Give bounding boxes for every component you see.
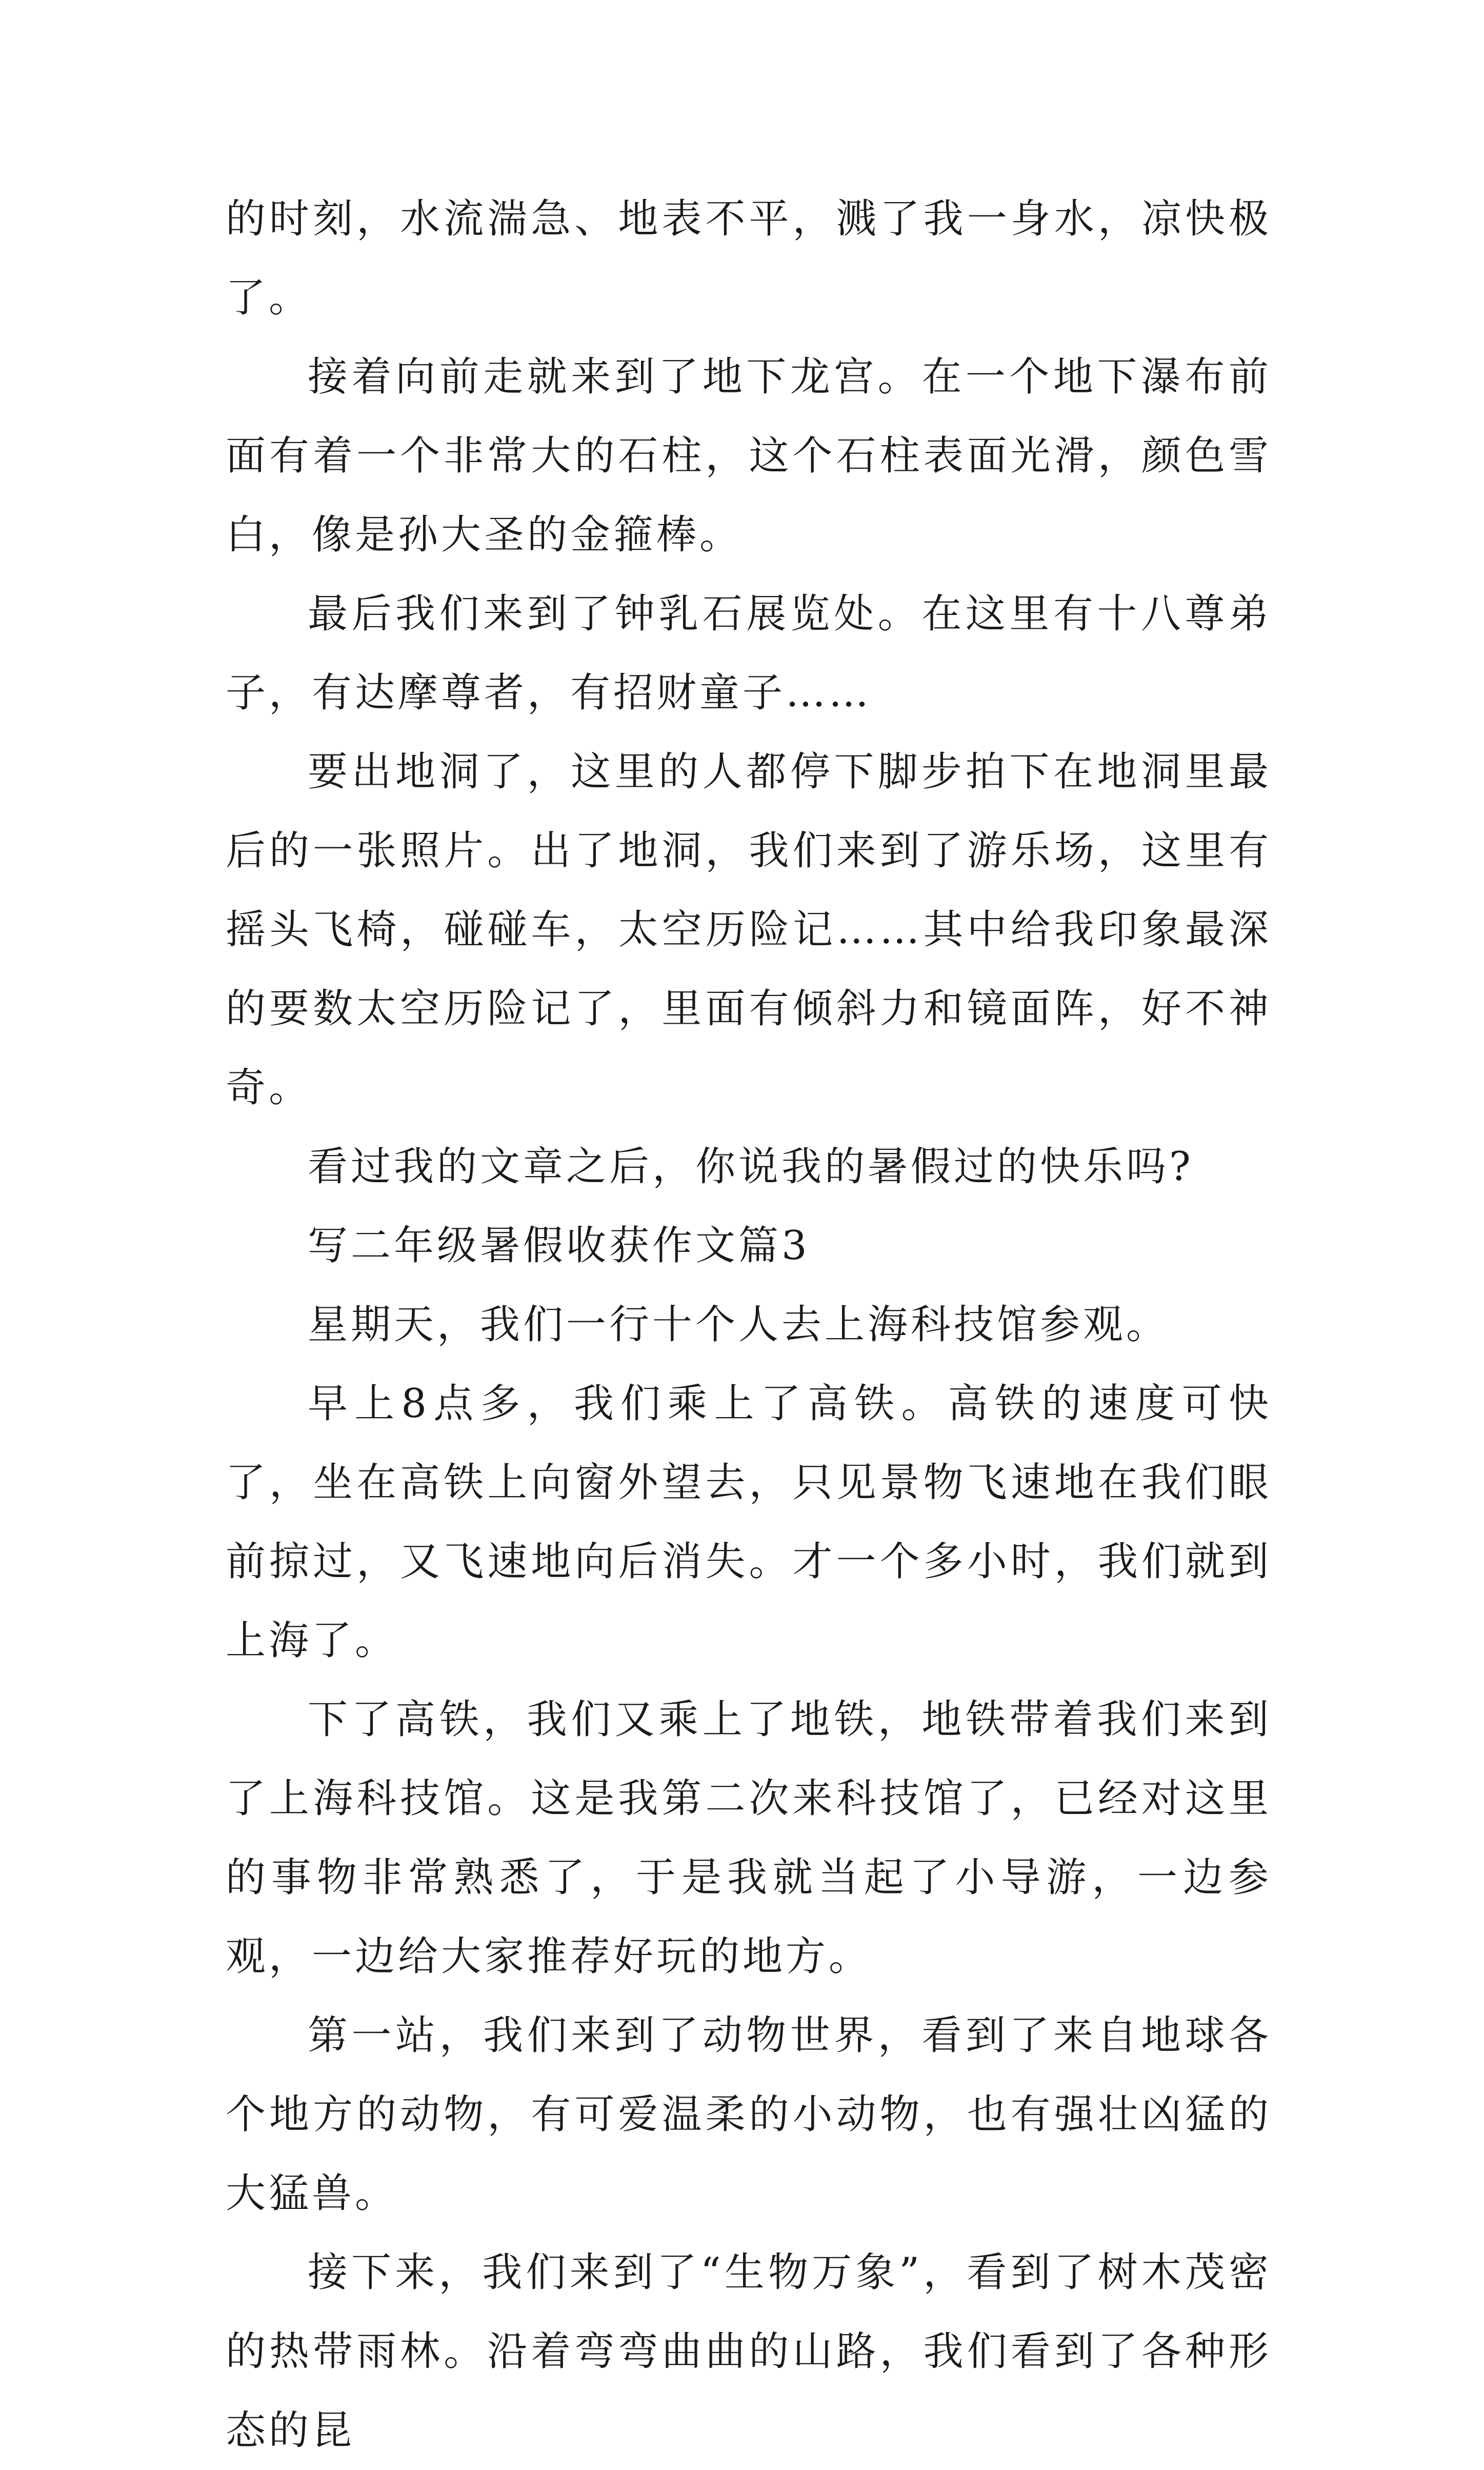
document-body	[226, 180, 1272, 2470]
paragraph-closing-question: 看过我的文章之后，你说我的暑假过的快乐吗?	[308, 1144, 1194, 1190]
paragraph-underground-palace: 接着向前走就来到了地下龙宫。在一个地下瀑布前面有着一个非常大的石柱，这个石柱表面光滑，颜色雪白，像是孙大圣的金箍棒。	[226, 354, 1272, 558]
paragraph-continuation: 的时刻，水流湍急、地表不平，溅了我一身水，凉快极了。	[226, 196, 1272, 321]
paragraph-biodiversity: 接下来，我们来到了“生物万象”，看到了树木茂密的热带雨林。沿着弯弯曲曲的山路，我们看到了各种形态的昆	[226, 2249, 1272, 2454]
paragraph-high-speed-rail: 早上8点多，我们乘上了高铁。高铁的速度可快了，坐在高铁上向窗外望去，只见景物飞速地在我们眼前掠过，又飞速地向后消失。才一个多小时，我们就到上海了。	[226, 1381, 1272, 1664]
paragraph-subway-museum: 下了高铁，我们又乘上了地铁，地铁带着我们来到了上海科技馆。这是我第二次来科技馆了，已经对这里的事物非常熟悉了，于是我就当起了小导游，一边参观，一边给大家推荐好玩的地方。	[226, 1697, 1272, 1980]
paragraph-leaving-cave: 要出地洞了，这里的人都停下脚步拍下在地洞里最后的一张照片。出了地洞，我们来到了游乐场，这里有摇头飞椅，碰碰车，太空历险记……其中给我印象最深的要数太空历险记了，里面有倾斜力和镜面阵，好不神奇。	[226, 749, 1272, 1111]
paragraph-sunday-trip: 星期天，我们一行十个人去上海科技馆参观。	[308, 1302, 1170, 1348]
paragraph-animal-world: 第一站，我们来到了动物世界，看到了来自地球各个地方的动物，有可爱温柔的小动物，也有强壮凶猛的大猛兽。	[226, 2013, 1272, 2217]
paragraph-stalactite-exhibit: 最后我们来到了钟乳石展览处。在这里有十八尊弟子，有达摩尊者，有招财童子……	[226, 591, 1272, 716]
essay-heading: 写二年级暑假收获作文篇3	[308, 1223, 810, 1269]
